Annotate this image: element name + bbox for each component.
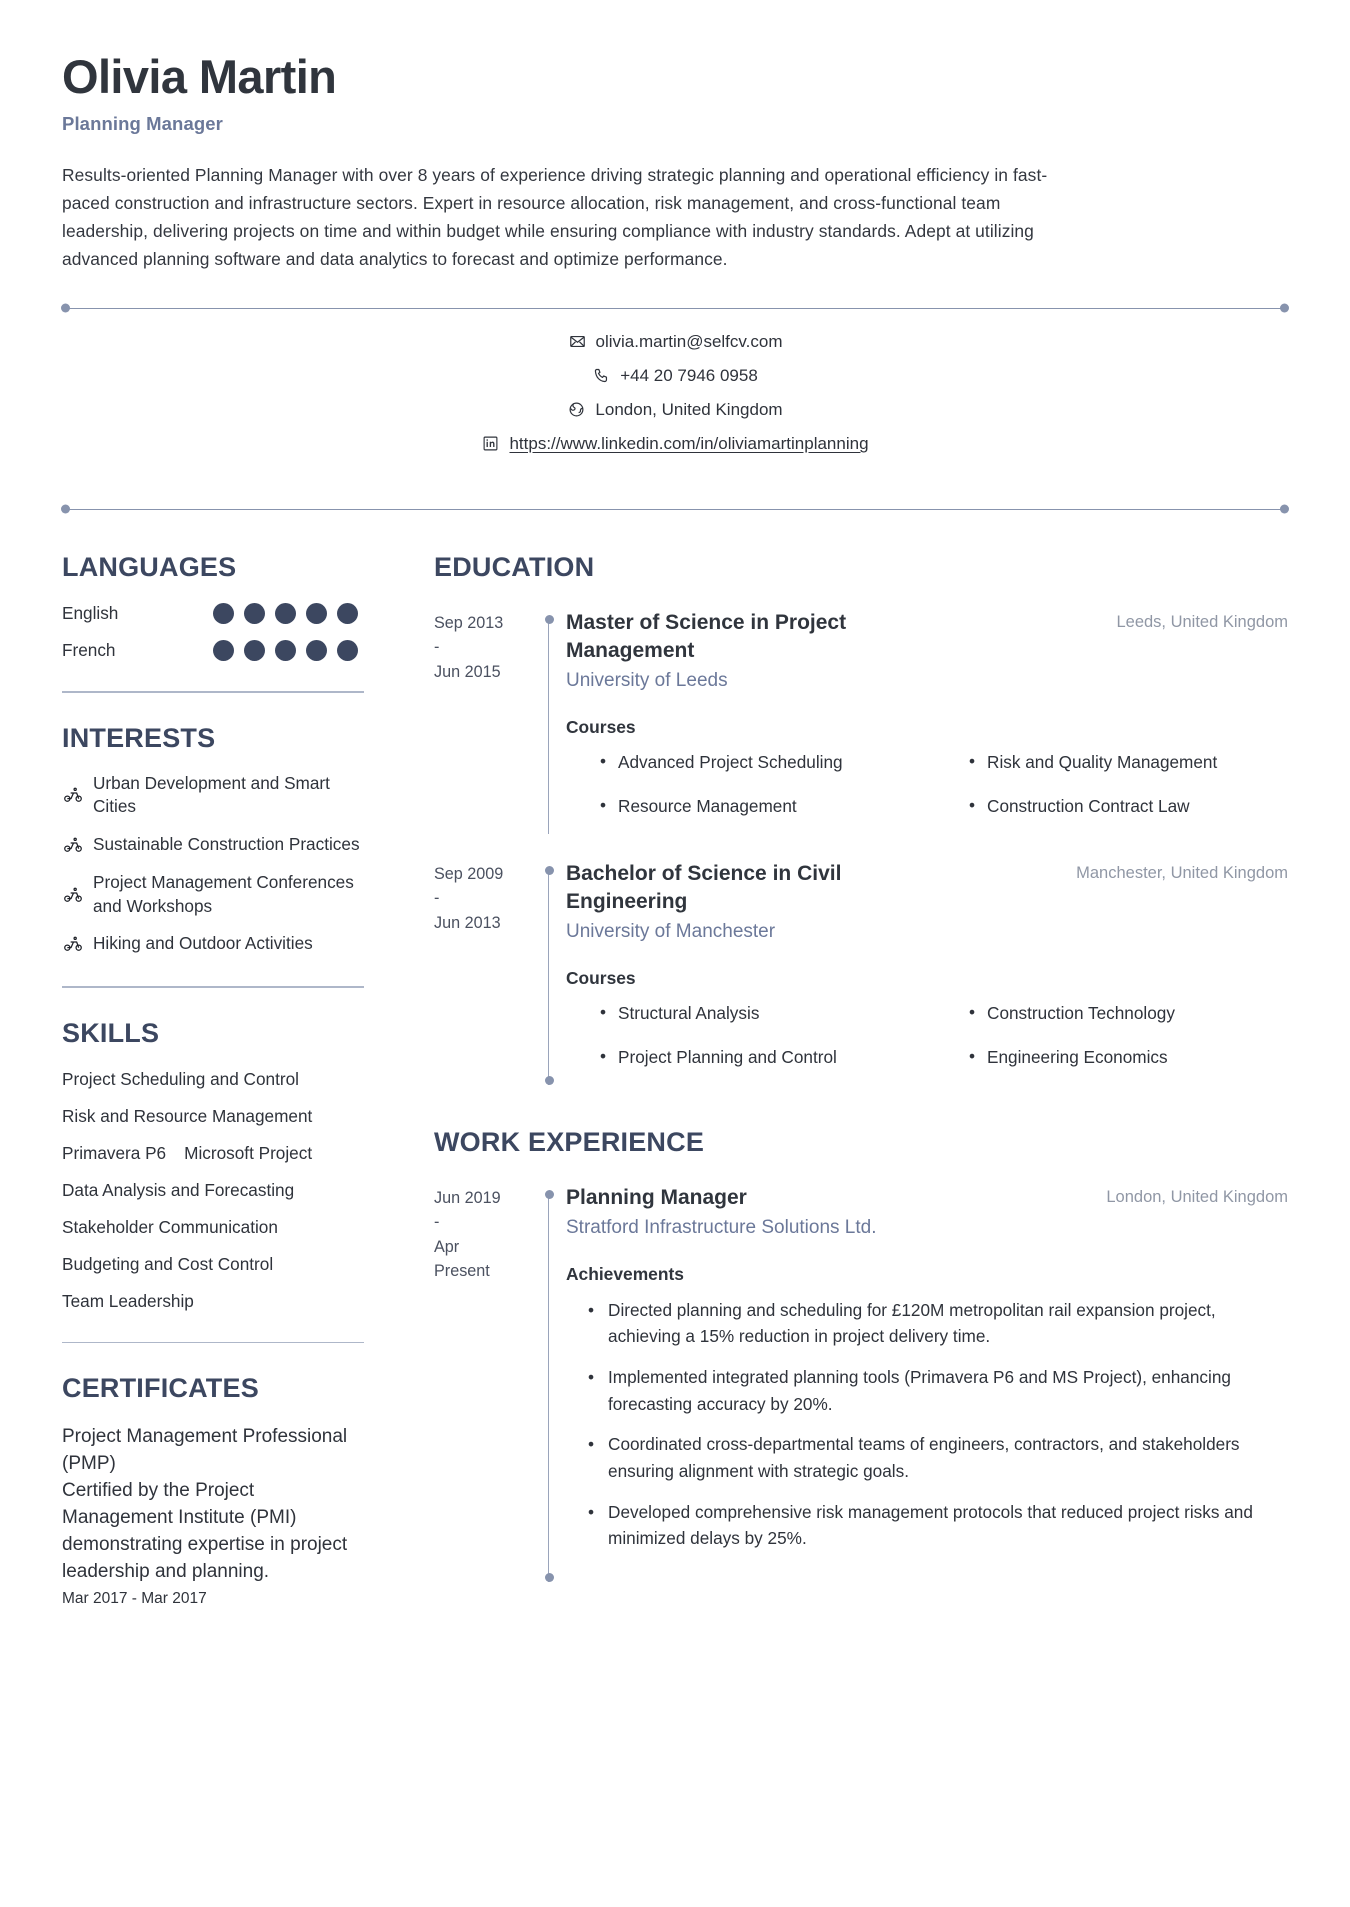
bicycle-icon [62,784,84,806]
list-item [566,1297,1288,1350]
contact-linkedin[interactable] [481,433,868,455]
date-start: Sep 2009 [434,864,504,883]
achievement-text: Developed comprehensive risk management protocols that reduced project risks and minimized delays by 25%. [608,1501,1253,1549]
date-start: Sep 2013 [434,613,504,632]
date-end: Jun 2015 [434,662,501,681]
skill-label: Primavera P6 [62,1142,167,1163]
globe-icon [567,400,586,419]
timeline-dot-end [545,1076,554,1085]
list-item [566,1499,1288,1552]
list-item [566,1001,919,1025]
section-work-experience [434,1127,1288,1582]
certificates-heading: CERTIFICATES [62,1373,259,1404]
entry-header [566,860,1288,916]
list-item [935,1001,1288,1025]
interests-list [62,772,364,956]
contact-phone[interactable] [592,365,758,387]
timeline-marker [538,860,560,1085]
skill-label: Stakeholder Communication [62,1216,278,1237]
course-label: Risk and Quality Management [987,751,1218,772]
list-item [62,932,364,956]
date-dash: - [434,638,440,657]
level-dot [275,603,296,624]
list-item [62,1291,364,1312]
bullet-icon: • [600,750,607,771]
school-name: University of Leeds [566,670,728,692]
contact-email-text: olivia.martin@selfcv.com [595,331,783,351]
courses-grid [566,750,1288,818]
bullet-icon: • [969,1001,976,1022]
date-dash: - [434,889,440,908]
timeline-dot [545,866,554,875]
timeline-marker [538,1184,560,1582]
entry-header [566,609,1288,665]
date-end-month: Apr [434,1237,460,1256]
section-education [434,552,1288,1085]
entry-header [566,1184,1288,1212]
contact-block [62,309,1288,475]
certificate-item [62,1424,364,1608]
resume-header [62,52,1288,274]
bullet-icon: • [588,1299,595,1320]
courses-grid [566,1001,1288,1069]
section-languages [62,552,364,661]
entry-content [566,860,1288,1085]
entry-location: London, United Kingdom [1106,1187,1288,1206]
certificate-name: Project Management Professional (PMP) [62,1426,348,1475]
course-label: Construction Technology [987,1002,1175,1023]
contact-location [567,399,782,421]
section-skills [62,1018,364,1312]
list-item [62,1106,364,1127]
spacer [434,1085,1288,1127]
interest-label: Sustainable Construction Practices [93,834,360,855]
left-column [62,552,392,1608]
date-start: Jun 2019 [434,1188,501,1207]
list-item [62,640,364,661]
entry-location: Leeds, United Kingdom [1116,612,1288,631]
certificate-date: Mar 2017 - Mar 2017 [62,1590,207,1608]
level-dot [306,640,327,661]
language-name: French [62,639,116,660]
contact-email[interactable] [568,331,783,353]
interest-label: Urban Development and Smart Cities [93,772,330,817]
list-item [62,1254,364,1275]
section-interests [62,723,364,956]
resume-body [62,552,1288,1608]
education-entry [434,860,1288,1085]
bullet-icon: • [588,1501,595,1522]
list-item [62,1217,364,1238]
list-item [566,1364,1288,1417]
level-dot [244,603,265,624]
school-name: University of Manchester [566,921,776,943]
bullet-icon: • [969,750,976,771]
course-label: Project Planning and Control [618,1046,837,1067]
divider-languages-interests [62,691,364,693]
entry-location: Manchester, United Kingdom [1076,863,1288,882]
contact-phone-text: +44 20 7946 0958 [620,365,758,385]
level-dot [244,640,265,661]
list-item [62,1069,364,1090]
course-label: Structural Analysis [618,1002,760,1023]
list-item [566,1431,1288,1484]
bullet-icon: • [588,1367,595,1387]
section-certificates [62,1373,364,1608]
entry-date-range [434,609,538,834]
skill-label: Project Scheduling and Control [62,1068,299,1089]
skill-label: Risk and Resource Management [62,1105,313,1126]
skills-list [62,1069,364,1312]
contact-linkedin-text[interactable]: https://www.linkedin.com/in/oliviamartinplanning [509,433,869,453]
job-role: Planning Manager [566,1185,747,1209]
skills-heading: SKILLS [62,1017,160,1048]
entry-date-range [434,860,538,1085]
education-entries [434,609,1288,1085]
degree-title: Master of Science in Project Management [566,610,847,663]
course-label: Engineering Economics [987,1046,1168,1067]
professional-summary: Results-oriented Planning Manager with over 8 years of experience driving strategic planning and operational efficiency in fast-paced construction and infrastructure sectors. Expert in resource allocation, risk management, and cross-functional team leadership, delivering projects on time and within budget while ensuring compliance with industry standards. Adept at utilizing advanced planning software and data analytics to forecast and optimize performance. [62,164,1048,270]
timeline-line [548,868,549,1085]
timeline-line [548,1192,549,1582]
bicycle-icon [62,834,84,856]
divider-skills-certificates [62,1342,364,1344]
achievement-text: Coordinated cross-departmental teams of engineers, contractors, and stakeholders ensuring alignment with strategic goals. [608,1434,1240,1481]
work-experience-heading: WORK EXPERIENCE [434,1126,705,1157]
level-dot [213,603,234,624]
courses-label: Courses [566,967,636,988]
education-heading: EDUCATION [434,551,595,582]
list-item [935,794,1288,818]
timeline-line [548,617,549,834]
bullet-icon: • [600,1001,607,1022]
envelope-icon [568,332,587,351]
bicycle-icon [62,884,84,906]
list-item [62,1143,364,1164]
course-label: Resource Management [618,795,797,816]
timeline-dot [545,615,554,624]
bicycle-icon [62,933,84,955]
work-entries [434,1184,1288,1582]
interest-label: Project Management Conferences and Workshops [93,871,354,916]
date-end-present: Present [434,1261,490,1280]
interest-label: Hiking and Outdoor Activities [93,933,313,954]
list-item [566,1045,919,1069]
achievements-list [566,1297,1288,1552]
entry-date-range [434,1184,538,1582]
date-dash: - [434,1213,440,1232]
skill-label: Team Leadership [62,1290,194,1311]
interests-heading: INTERESTS [62,722,216,753]
right-column [392,552,1288,1582]
course-label: Construction Contract Law [987,795,1190,816]
work-entry [434,1184,1288,1582]
divider-bottom [62,509,1288,510]
list-item [62,603,364,624]
spacer [434,834,1288,860]
bullet-icon: • [588,1434,595,1455]
company-name: Stratford Infrastructure Solutions Ltd. [566,1217,877,1239]
list-item [566,750,919,774]
language-level-dots [213,603,364,624]
list-item [62,772,364,819]
list-item [566,794,919,818]
timeline-marker [538,609,560,834]
language-level-dots [213,640,364,661]
candidate-job-title: Planning Manager [62,112,223,134]
achievement-text: Directed planning and scheduling for £120M metropolitan rail expansion project, achieving a 15% reduction in project delivery time. [608,1299,1216,1347]
languages-heading: LANGUAGES [62,551,237,582]
degree-title: Bachelor of Science in Civil Engineering [566,861,842,914]
list-item [62,1180,364,1201]
list-item [935,750,1288,774]
skill-label: Microsoft Project [184,1142,313,1163]
education-entry [434,609,1288,834]
timeline-dot-end [545,1573,554,1582]
linkedin-icon [481,434,500,453]
skill-label: Data Analysis and Forecasting [62,1179,295,1200]
phone-icon [592,366,611,385]
bullet-icon: • [969,794,976,815]
level-dot [275,640,296,661]
list-item [62,833,364,857]
divider-top [62,308,1288,309]
languages-list [62,603,364,661]
achievement-text: Implemented integrated planning tools (Primavera P6 and MS Project), enhancing forecasting accuracy by 20%. [608,1367,1231,1414]
contact-location-text: London, United Kingdom [595,399,783,419]
certificate-description: Certified by the Project Management Institute (PMI) demonstrating expertise in project leadership and planning. [62,1480,348,1583]
bullet-icon: • [600,1045,607,1066]
bullet-icon: • [600,794,607,815]
candidate-name: Olivia Martin [62,50,337,103]
language-name: English [62,602,119,623]
course-label: Advanced Project Scheduling [618,751,843,772]
achievements-label: Achievements [566,1263,684,1284]
skill-label: Budgeting and Cost Control [62,1253,274,1274]
timeline-dot [545,1190,554,1199]
bullet-icon: • [969,1045,976,1066]
level-dot [337,640,358,661]
entry-content [566,609,1288,834]
level-dot [306,603,327,624]
level-dot [337,603,358,624]
list-item [62,871,364,918]
entry-content [566,1184,1288,1582]
date-end: Jun 2013 [434,913,501,932]
level-dot [213,640,234,661]
list-item [935,1045,1288,1069]
courses-label: Courses [566,716,636,737]
divider-interests-skills [62,986,364,988]
